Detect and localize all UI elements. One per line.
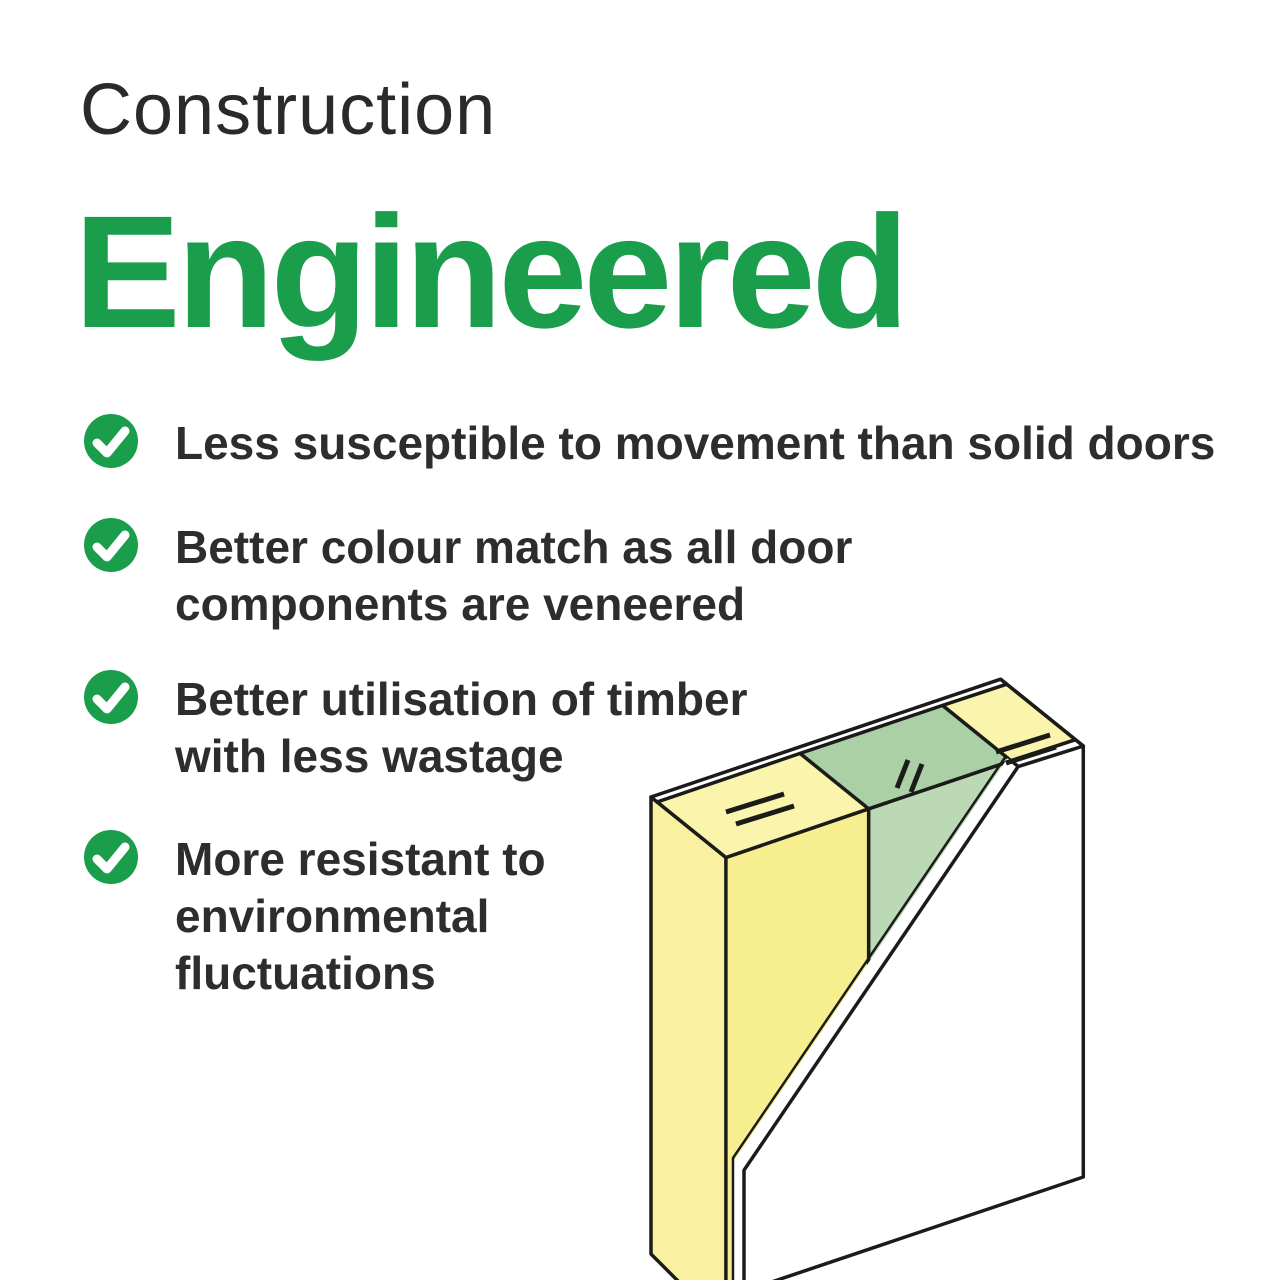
check-circle-icon (84, 830, 138, 884)
page-kicker: Construction (80, 70, 497, 150)
benefit-text (175, 830, 546, 1002)
check-circle-icon (84, 518, 138, 572)
benefit-item (84, 518, 852, 633)
benefit-line: components are veneered (175, 578, 746, 630)
benefit-text (175, 518, 852, 633)
door-cutaway-illustration (630, 640, 1280, 1280)
benefit-line: More resistant to (175, 833, 546, 885)
benefit-text (175, 414, 1215, 472)
check-circle-icon (84, 414, 138, 468)
benefit-item (84, 830, 546, 1002)
benefit-line: Less susceptible to movement than solid doors (175, 417, 1216, 469)
benefit-item (84, 414, 1215, 472)
check-circle-icon (84, 670, 138, 724)
benefit-line: Better colour match as all door (175, 521, 853, 573)
benefit-line: environmental (175, 890, 490, 942)
benefit-line: Better utilisation of timber (175, 673, 748, 725)
page-title: Engineered (74, 182, 906, 361)
benefit-line: with less wastage (175, 730, 564, 782)
stile-end-face (651, 797, 734, 1280)
benefit-line: fluctuations (175, 947, 436, 999)
